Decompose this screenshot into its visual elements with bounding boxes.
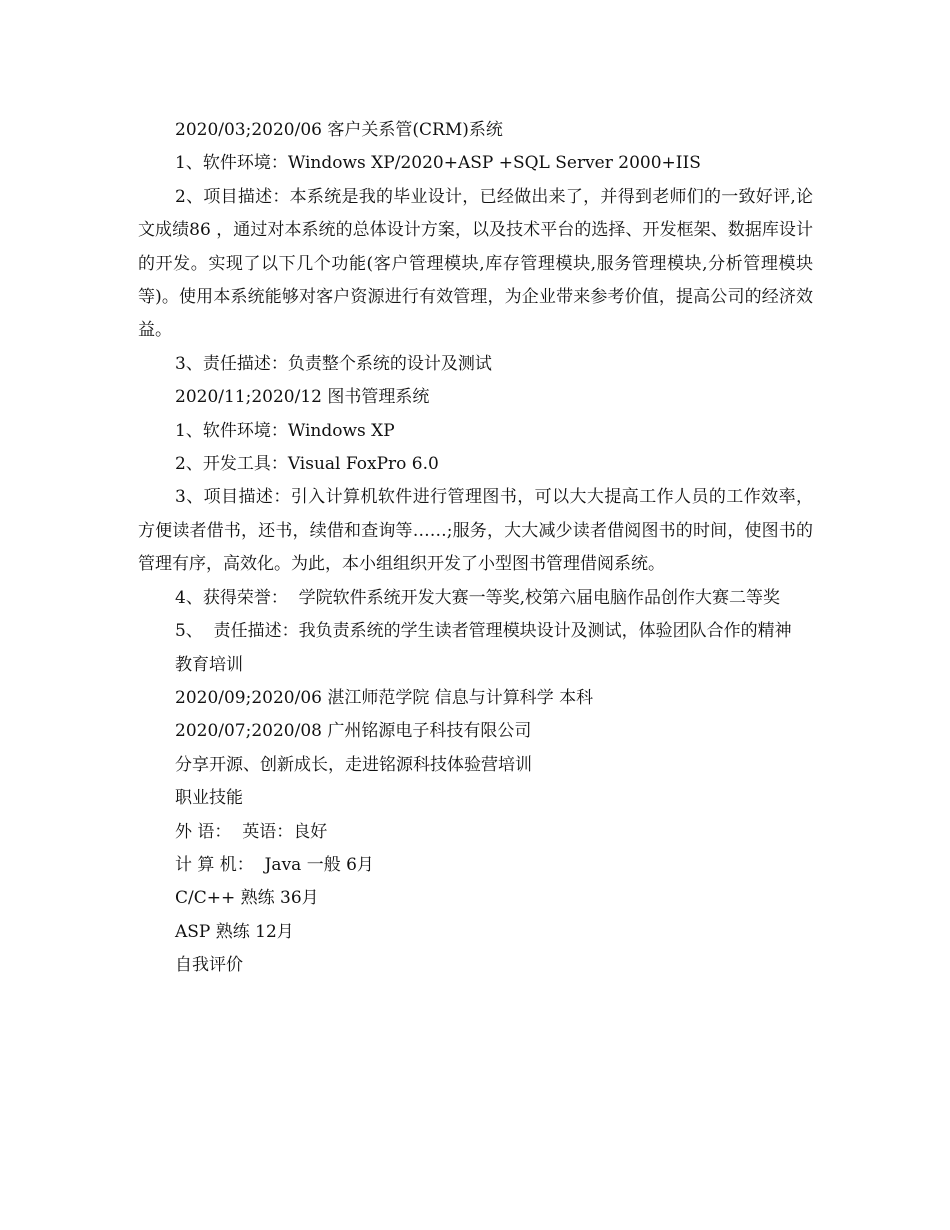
education-entry-training: 分享开源、创新成长，走进铭源科技体验营培训 bbox=[175, 754, 532, 775]
skills-section-title: 职业技能 bbox=[175, 788, 243, 809]
crm-project-description: 2、项目描述：本系统是我的毕业设计，已经做出来了，并得到老师们的一致好评,论文成绩86 ，通过对本系统的总体设计方案，以及技术平台的选择、开发框架、数据库设计的开发。实现了以下几个功能(客户管理模块,库存管理模块,服务管理模块,分析管理模块等)。使用本系统能够对客户资源进行有效管理，为企业带来参考价值，提高公司的经济效益。 bbox=[138, 186, 813, 341]
project-crm-heading: 2020/03;2020/06 客户关系管(CRM)系统 bbox=[175, 120, 503, 140]
crm-software-environment: 1、软件环境：Windows XP/2020+ASP +SQL Server 2000+IIS bbox=[175, 153, 701, 174]
education-section-title: 教育培训 bbox=[175, 654, 243, 675]
project-library-heading: 2020/11;2020/12 图书管理系统 bbox=[175, 387, 430, 408]
education-entry-company: 2020/07;2020/08 广州铭源电子科技有限公司 bbox=[175, 721, 532, 742]
library-software-environment: 1、软件环境：Windows XP bbox=[175, 420, 395, 441]
library-honors: 4、获得荣誉： 学院软件系统开发大赛一等奖,校第六届电脑作品创作大赛二等奖 bbox=[175, 587, 781, 608]
document-body bbox=[138, 114, 813, 983]
library-responsibility: 5、 责任描述：我负责系统的学生读者管理模块设计及测试，体验团队合作的精神 bbox=[175, 621, 792, 642]
skill-computer-java: 计 算 机： Java 一般 6月 bbox=[175, 854, 374, 875]
skill-cpp: C/C++ 熟练 36月 bbox=[175, 888, 319, 909]
library-dev-tools: 2、开发工具：Visual FoxPro 6.0 bbox=[175, 454, 439, 475]
self-evaluation-title: 自我评价 bbox=[175, 955, 243, 976]
skill-foreign-language: 外 语： 英语：良好 bbox=[175, 821, 328, 842]
crm-responsibility: 3、责任描述：负责整个系统的设计及测试 bbox=[175, 353, 492, 374]
education-entry-university: 2020/09;2020/06 湛江师范学院 信息与计算科学 本科 bbox=[175, 687, 594, 708]
library-project-description: 3、项目描述：引入计算机软件进行管理图书，可以大大提高工作人员的工作效率，方便读者借书，还书，续借和查询等……;服务，大大减少读者借阅图书的时间，使图书的管理有序，高效化。为此，本小组组织开发了小型图书管理借阅系统。 bbox=[138, 487, 813, 575]
skill-asp: ASP 熟练 12月 bbox=[175, 921, 294, 942]
